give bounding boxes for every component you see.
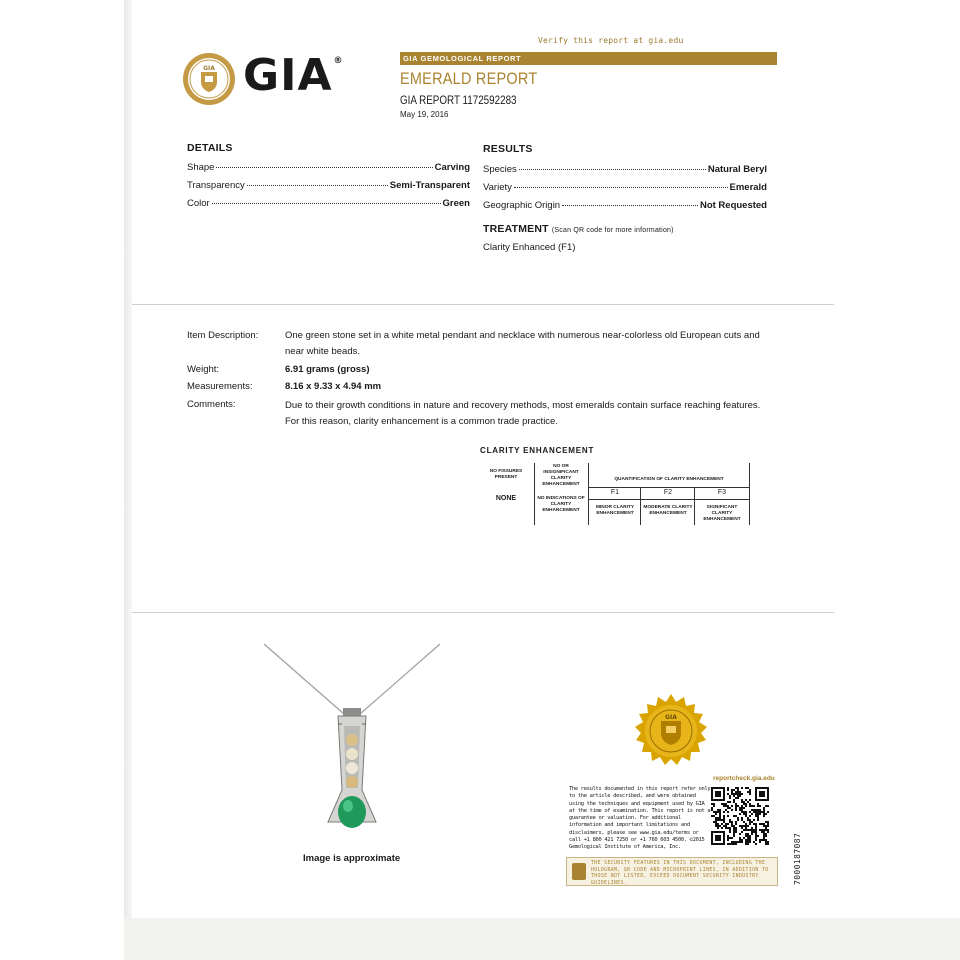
ce-no-enhancement-header: NO OR INSIGNIFICANT CLARITY ENHANCEMENT: [542, 464, 580, 487]
vertical-serial-number: 7000187087: [793, 832, 802, 885]
treatment-heading: TREATMENT (Scan QR code for more information): [483, 223, 674, 235]
bottom-page-edge: [124, 918, 960, 960]
gia-seal-icon: [182, 52, 236, 106]
pendant-image: [258, 640, 448, 840]
reportcheck-link[interactable]: reportcheck.gia.edu: [713, 775, 775, 782]
weight-label: Weight:: [187, 364, 220, 375]
measurements-label: Measurements:: [187, 381, 253, 392]
security-notice: [566, 857, 778, 886]
details-row-shape: Shape Carving: [187, 162, 470, 173]
ce-grade-f2: F2: [663, 489, 673, 496]
svg-text:GIA: GIA: [203, 65, 215, 72]
item-description: One green stone set in a white metal pendant and necklace with numerous near-colorless old European cuts and near white beads.: [285, 330, 760, 357]
image-caption: Image is approximate: [303, 853, 401, 864]
details-row-color: Color Green: [187, 198, 470, 209]
measurements-value: 8.16 x 9.33 x 4.94 mm: [285, 381, 382, 392]
report-title: EMERALD REPORT: [400, 69, 538, 88]
results-row-variety: Variety Emerald: [483, 182, 767, 193]
weight-value: 6.91 grams (gross): [285, 364, 370, 375]
fold-line: [132, 612, 834, 613]
report-banner: GIA GEMOLOGICAL REPORT: [400, 52, 777, 65]
details-row-transparency: Transparency Semi-Transparent: [187, 180, 470, 191]
disclaimer-text: The results documented in this report refer only to the article described, and were obtained using the techniques and equipment used by GIA at the time of examination. This report is not a guarantee or valuation. For additional information and important limitations and disclaimers, please see www.gia.edu/terms or call +1 800 421 7250 or +1 760 603 4500. ©2015 Gemological Institute of America, Inc.: [569, 786, 711, 851]
clarity-enhancement-title: CLARITY ENHANCEMENT: [480, 446, 595, 455]
results-row-species: Species Natural Beryl: [483, 164, 767, 175]
details-heading: DETAILS: [187, 142, 233, 154]
ce-grade-f1-desc: MINOR CLARITY ENHANCEMENT: [595, 505, 635, 516]
ce-none-value: NONE: [495, 495, 517, 502]
item-description-label: Item Description:: [187, 330, 259, 341]
results-heading: RESULTS: [483, 143, 533, 155]
svg-text:GIA: GIA: [665, 714, 677, 721]
left-page-edge: [124, 0, 132, 960]
security-text: THE SECURITY FEATURES IN THIS DOCUMENT, INCLUDING THE HOLOGRAM, QR CODE AND MICROPRINT LINES, IN ADDITION TO THOSE NOT LISTED, EXCEED DOCUMENT SECURITY INDUSTRY GUIDELINES.: [591, 861, 769, 886]
ce-quantification-header: QUANTIFICATION OF CLARITY ENHANCEMENT: [614, 477, 724, 482]
comments-value: Due to their growth conditions in nature and recovery methods, most emeralds contain surface reaching features. For this reason, clarity enhancement is a common trade practice.: [285, 400, 761, 427]
clarity-enhancement-table: [478, 463, 750, 525]
ce-grade-f1: F1: [610, 489, 620, 496]
comments-label: Comments:: [187, 399, 236, 410]
gia-hologram-seal-icon: [634, 694, 708, 768]
ce-no-fissures-header: NO FISSURES PRESENT: [489, 469, 523, 480]
ce-grade-f3: F3: [717, 489, 727, 496]
report-date: May 19, 2016: [400, 110, 449, 119]
ce-grade-f2-desc: MODERATE CLARITY ENHANCEMENT: [643, 505, 693, 516]
ce-no-indications-value: NO INDICATIONS OF CLARITY ENHANCEMENT: [537, 496, 585, 513]
qr-code-icon[interactable]: [711, 787, 769, 845]
treatment-value: Clarity Enhanced (F1): [483, 242, 576, 253]
lock-icon: [572, 863, 586, 880]
ce-grade-f3-desc: SIGNIFICANT CLARITY ENHANCEMENT: [703, 505, 741, 522]
report-number: GIA REPORT 1172592283: [400, 93, 517, 107]
gia-logo: GIA®: [243, 50, 344, 101]
verify-link[interactable]: Verify this report at gia.edu: [538, 36, 684, 45]
results-row-origin: Geographic Origin Not Requested: [483, 200, 767, 211]
fold-line: [132, 304, 834, 305]
